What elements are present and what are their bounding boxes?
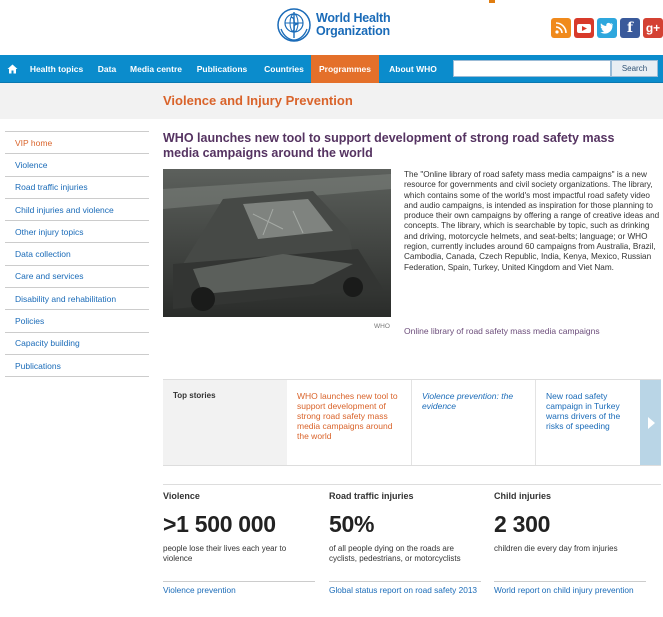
- section-title[interactable]: Violence and Injury Prevention: [163, 93, 353, 108]
- article-link[interactable]: Online library of road safety mass media campaigns: [404, 326, 600, 336]
- stories-divider: [163, 465, 661, 466]
- nav-data[interactable]: Data: [97, 64, 117, 74]
- story-item[interactable]: New road safety campaign in Turkey warns drivers of the risks of speeding: [546, 391, 621, 431]
- top-partial-strip: [0, 0, 663, 4]
- sidebar-item-other-injury-topics[interactable]: Other injury topics: [5, 221, 149, 243]
- org-name-line1: World Health: [316, 11, 391, 25]
- main-nav: [0, 55, 663, 83]
- stat-number: 50%: [329, 511, 375, 537]
- article-photo[interactable]: [163, 169, 391, 317]
- youtube-icon[interactable]: [574, 18, 594, 38]
- article-body: The "Online library of road safety mass media campaigns" is a new resource for governments and civil society organizations. The library, which contains some of the world's most impactful road safety video and audio campaigns, is intended as inspiration for those planning to produce their own campaigns by offering a range of creative ideas and concepts. The library, which is searchable by topic, such as drinking and driving, motorcycle helmets, and seat-belts; language; or WHO region, currently includes around 60 campaigns from Australia, Brazil, Cambodia, Canada, Czech Republic, India, Kenya, Mexico, Russian Federation, Spain, Turkey, United Kingdom and Viet Nam.: [404, 170, 660, 272]
- sidebar-item-data-collection[interactable]: Data collection: [5, 243, 149, 265]
- story-item[interactable]: Violence prevention: the evidence: [412, 380, 536, 466]
- photo-credit: WHO: [374, 323, 390, 330]
- sidebar-item-child-injuries[interactable]: Child injuries and violence: [5, 199, 149, 221]
- rss-icon[interactable]: [551, 18, 571, 38]
- stat-description: people lose their lives each year to violence: [163, 544, 287, 563]
- stat-road-traffic: [329, 491, 481, 578]
- stat-link[interactable]: Global status report on road safety 2013: [329, 585, 478, 595]
- rss-glyph-icon: [555, 22, 567, 34]
- home-icon: [7, 64, 18, 74]
- stat-divider: [494, 581, 646, 582]
- sidebar-item-policies[interactable]: Policies: [5, 310, 149, 332]
- nav-countries[interactable]: Countries: [264, 64, 304, 74]
- stat-label: Child injuries: [494, 491, 552, 501]
- sidebar-item-disability[interactable]: Disability and rehabilitation: [5, 288, 149, 310]
- social-links: [551, 18, 663, 38]
- google-plus-icon[interactable]: g+: [643, 18, 663, 38]
- nav-media-centre[interactable]: Media centre: [130, 64, 182, 74]
- stat-child-injuries: [494, 491, 646, 578]
- who-emblem-icon: [276, 7, 312, 43]
- twitter-glyph-icon: [600, 22, 614, 34]
- top-stories-heading: Top stories: [163, 380, 287, 466]
- nav-programmes[interactable]: Programmes: [311, 55, 379, 83]
- stat-number: 2 300: [494, 511, 551, 537]
- stat-link[interactable]: Violence prevention: [163, 585, 236, 595]
- org-name: [316, 12, 390, 38]
- stat-violence: [163, 491, 315, 578]
- nav-publications[interactable]: Publications: [196, 64, 248, 74]
- top-orange-marker: [489, 0, 495, 3]
- nav-health-topics[interactable]: Health topics: [29, 64, 84, 74]
- org-name-line2: Organization: [316, 24, 390, 38]
- arrow-right-icon: [647, 417, 655, 429]
- stat-description: of all people dying on the roads are cyclists, pedestrians, or motorcyclists: [329, 544, 461, 563]
- stat-label: Road traffic injuries: [329, 491, 414, 501]
- sidebar-item-road-traffic-injuries[interactable]: Road traffic injuries: [5, 177, 149, 199]
- sidebar-item-publications[interactable]: Publications: [5, 355, 149, 377]
- sidebar-nav: [5, 131, 149, 377]
- crashed-car-image: [163, 169, 391, 317]
- stat-link[interactable]: World report on child injury prevention: [494, 585, 634, 595]
- stats-rule: [163, 484, 661, 485]
- facebook-icon[interactable]: f: [620, 18, 640, 38]
- nav-home[interactable]: [0, 55, 24, 83]
- sidebar-item-violence[interactable]: Violence: [5, 154, 149, 176]
- stat-divider: [163, 581, 315, 582]
- stat-description: children die every day from injuries: [494, 544, 618, 553]
- who-logo[interactable]: [276, 6, 396, 44]
- search-button[interactable]: Search: [611, 60, 658, 77]
- search-input[interactable]: [453, 60, 611, 77]
- article-headline[interactable]: WHO launches new tool to support development of strong road safety mass media campaigns around the world: [163, 131, 615, 160]
- top-stories: [163, 379, 661, 465]
- youtube-glyph-icon: [576, 21, 592, 35]
- nav-about-who[interactable]: About WHO: [389, 64, 437, 74]
- twitter-icon[interactable]: [597, 18, 617, 38]
- sidebar-item-vip-home[interactable]: VIP home: [5, 132, 149, 154]
- stat-number: >1 500 000: [163, 511, 276, 537]
- sidebar-item-capacity-building[interactable]: Capacity building: [5, 333, 149, 355]
- sidebar-item-care-services[interactable]: Care and services: [5, 266, 149, 288]
- story-item[interactable]: WHO launches new tool to support development of strong road safety mass media campaigns around the world: [287, 380, 412, 466]
- stories-next-button[interactable]: [640, 380, 661, 466]
- stat-divider: [329, 581, 481, 582]
- stat-label: Violence: [163, 491, 200, 501]
